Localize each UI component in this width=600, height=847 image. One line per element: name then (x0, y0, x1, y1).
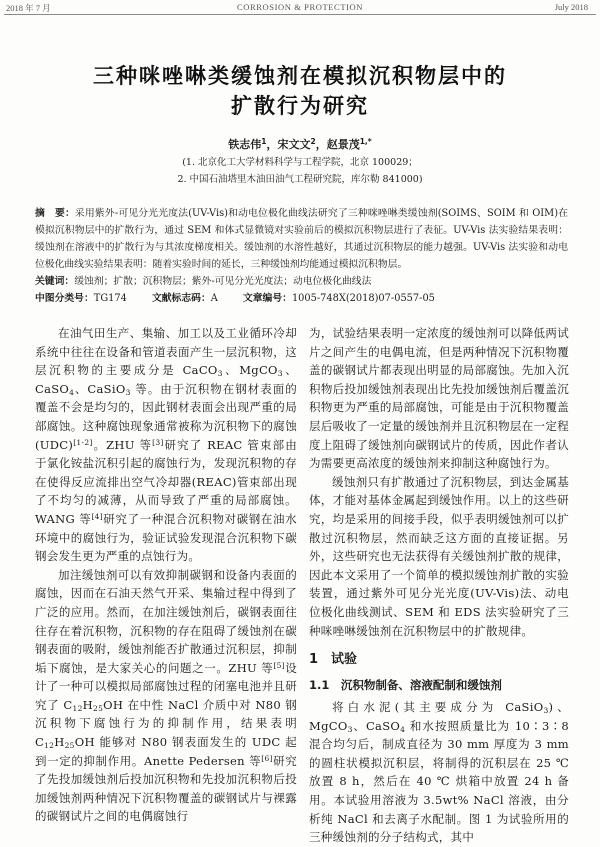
text-run: 将白水泥(其主要成分为 CaSiO (332, 700, 544, 715)
doc-code-value: A (210, 293, 218, 304)
subscript: 12 (72, 703, 83, 713)
text-run: 、MgCO (222, 363, 278, 378)
subscript: 4 (400, 724, 406, 734)
paper-title-line-2: 扩散行为研究 (231, 94, 369, 118)
subscript: 3 (347, 724, 353, 734)
article-no-value: 1005-748X(2018)07-0557-05 (291, 293, 435, 304)
document-code (152, 290, 218, 307)
paragraph-intro-2 (35, 566, 297, 826)
text-run: OH 能够对 N80 钢表面发生的 UDC 起到一定的抑制作用。Anette Pedersen 等 (35, 735, 297, 768)
section-heading-1-1: 1.1 沉积物制备、溶液配制和缓蚀剂 (309, 678, 502, 693)
text-run: 和水按照质量比为 10∶3∶8 混合均匀后，制成直径为 30 mm 厚度为 3 mm 的圆柱状模拟沉积层，将制得的沉积层在 25 ℃ 放置 8 h，然后在 40 ℃ 烘箱中放置 24 h 备用。本试验用溶液为 3.5wt% NaCl 溶液，由分析纯 NaCl 和去离子水配制。图 1 为试验所用的三种缓蚀剂的分子结构式，其中 (309, 718, 569, 845)
subscript: 3 (277, 369, 283, 379)
text-run: 加注缓蚀剂可以有效抑制碳钢和设备内表面的腐蚀，因而在石油天然气开采、集输过程中得到了广泛的应用。然而，在加注缓蚀剂后，碳钢表面往往存在着沉积物，沉积物的存在阻碍了缓蚀剂在碳钢表面的吸附，缓蚀剂能否扩散通过沉积层，抑制垢下腐蚀，是大家关心的问题之一。ZHU 等 (35, 567, 297, 675)
subscript: 3 (543, 706, 549, 716)
text-run: 为，试验结果表明一定浓度的缓蚀剂可以降低两试片之间产生的电偶电流，但是两种情况下沉积物覆盖的碳钢试片都表现出明显的局部腐蚀。先加入沉积物后投加缓蚀剂表现出比先投加缓蚀剂后覆盖沉积物更为严重的局部腐蚀，可能是由于沉积物覆盖层后吸收了一定量的缓蚀剂并且沉积物层在一定程度上阻碍了缓蚀剂向碳钢试片的传质，因此作者认为需要更高浓度的缓蚀剂来抑制这种腐蚀行为。 (309, 326, 569, 471)
keywords-label: 关键词： (35, 276, 75, 287)
text-run: H (82, 697, 94, 712)
clc-number (35, 290, 127, 307)
text-run: 、CaSO (35, 363, 297, 396)
subscript: 25 (93, 703, 104, 713)
superscript-ref: 1 (261, 137, 267, 146)
classification-line (35, 290, 568, 307)
text-run: 在油气田生产、集输、加工以及工业循环冷却系统中往往在设备和管道表面产生一层沉积物，这层沉积物的主要成分是 CaCO (35, 326, 297, 378)
superscript-ref: [4] (91, 511, 103, 521)
body-column-left (35, 324, 297, 829)
paragraph-intro-3 (309, 473, 569, 640)
superscript-ref: 1,* (359, 137, 372, 146)
text-run: 缓蚀剂只有扩散通过了沉积物层，到达金属基体，才能对基体金属起到缓蚀作用。以上的这些研究，均是采用的间接手段，似乎表明缓蚀剂可以扩散过沉积物层，然而缺乏这方面的直接证据。另外，这些研究也无法获得有关缓蚀剂扩散的规律，因此本文采用了一个简单的模拟缓蚀剂扩散的实验装置，通过紫外可见分光光度(UV-Vis)法、动电位极化曲线测试、SEM 和 EDS 法实验研究了三种咪唑啉缓蚀剂在沉积物层中的扩散规律。 (309, 474, 569, 638)
abstract-label: 摘 要： (35, 208, 75, 219)
affiliation-1: (1. 北京化工大学材料科学与工程学院，北京 100029； (182, 157, 418, 168)
text-run: 研究了先投加缓蚀剂后投加沉积物和先投加沉积物后投加缓蚀剂两种情况下沉积物覆盖的碳钢试片与裸露的碳钢试片之间的电偶腐蚀行 (35, 753, 297, 824)
text-run: 、CaSiO (74, 381, 126, 396)
paragraph-intro-1 (35, 324, 297, 566)
text-run: 研究了 REAC 管束部由于氯化铵盐沉积引起的腐蚀行为，发现沉积物的存在使得反应流排出空气冷却器(REAC)管束部出现了不均匀的减薄，从而导致了严重的局部腐蚀。WANG 等 (35, 437, 297, 526)
paper-title-line-1: 三种咪唑啉类缓蚀剂在模拟沉积物层中的 (93, 64, 507, 88)
clc-label: 中图分类号： (35, 293, 94, 304)
subscript: 25 (64, 741, 75, 751)
text-run: ，赵景茂 (315, 138, 360, 151)
body-column-right (309, 324, 569, 845)
running-header-issue-en: July 2018 (554, 2, 588, 12)
author-list (0, 136, 600, 152)
superscript-ref: [5] (273, 660, 285, 670)
doc-code-label: 文献标志码： (151, 293, 211, 304)
subscript: 4 (69, 387, 75, 397)
paragraph-1-1 (309, 698, 569, 847)
text-run: 等。由于沉积物在钢材表面的覆盖不会是均匀的，因此钢材表面会出现严重的局部腐蚀。这种腐蚀现象通常被称为沉积物下的腐蚀(UDC) (35, 381, 297, 452)
running-header-journal: CORROSION & PROTECTION (236, 2, 364, 12)
text-run: 铁志伟 (228, 138, 262, 151)
subscript: 12 (44, 741, 55, 751)
text-run: 设计了一种可以模拟局部腐蚀过程的闭塞电池并且研究了 C (35, 660, 297, 712)
text-run: 研究了一种混合沉积物对碳钢在油水环境中的腐蚀行为，验证试验发现混合沉积物下碳钢会发生更为严重的点蚀行为。 (35, 511, 297, 564)
text-run: 、CaSO (352, 718, 401, 733)
keywords (35, 273, 568, 290)
header-rule (4, 14, 596, 15)
article-number (243, 290, 435, 307)
superscript-ref: 2 (310, 137, 316, 146)
text-run: 。ZHU 等 (92, 437, 153, 452)
paragraph-intro-2-continued (309, 324, 569, 473)
affiliation-2: 2. 中国石油塔里木油田油气工程研究院，库尔勒 841000) (177, 174, 423, 185)
article-no-label: 文章编号： (242, 293, 292, 304)
text-run: )、MgCO (309, 700, 569, 733)
text-run: H (54, 735, 65, 750)
subscript: 3 (125, 387, 131, 397)
superscript-ref: [3] (152, 437, 164, 447)
text-run: ，宋文文 (266, 138, 311, 151)
section-heading-1: 1 试验 (309, 652, 358, 668)
text-run: OH 在中性 NaCl 介质中对 N80 钢沉积物下腐蚀行为的抑制作用，结果表明 C (35, 697, 297, 750)
abstract-text: 采用紫外-可见分光光度法(UV-Vis)和动电位极化曲线法研究了三种咪唑啉类缓蚀剂(SOIMS、SOIM 和 OIM)在模拟沉积物层中的扩散行为，通过 SEM 和体式显微镜对实验前后的模拟沉积物层进行了表征。UV-Vis 法实验结果表明：缓蚀剂在溶液中的扩散行为与其浓度梯度相关。缓蚀剂的水溶性越好，其通过沉积物层的能力越强。UV-Vis 法实验和动电位极化曲线实验结果表明：随着实验时间的延长，三种缓蚀剂均能通过模拟沉积物层。 (35, 208, 568, 270)
running-header-issue-cn: 2018 年 7 月 (6, 3, 51, 13)
subscript: 3 (217, 369, 223, 379)
superscript-ref: [6] (261, 753, 273, 763)
clc-value: TG174 (93, 293, 127, 304)
superscript-ref: [1-2] (73, 437, 93, 447)
keywords-text: 缓蚀剂；扩散；沉积物层；紫外-可见分光光度法；动电位极化曲线法 (74, 276, 372, 287)
abstract (35, 205, 568, 273)
